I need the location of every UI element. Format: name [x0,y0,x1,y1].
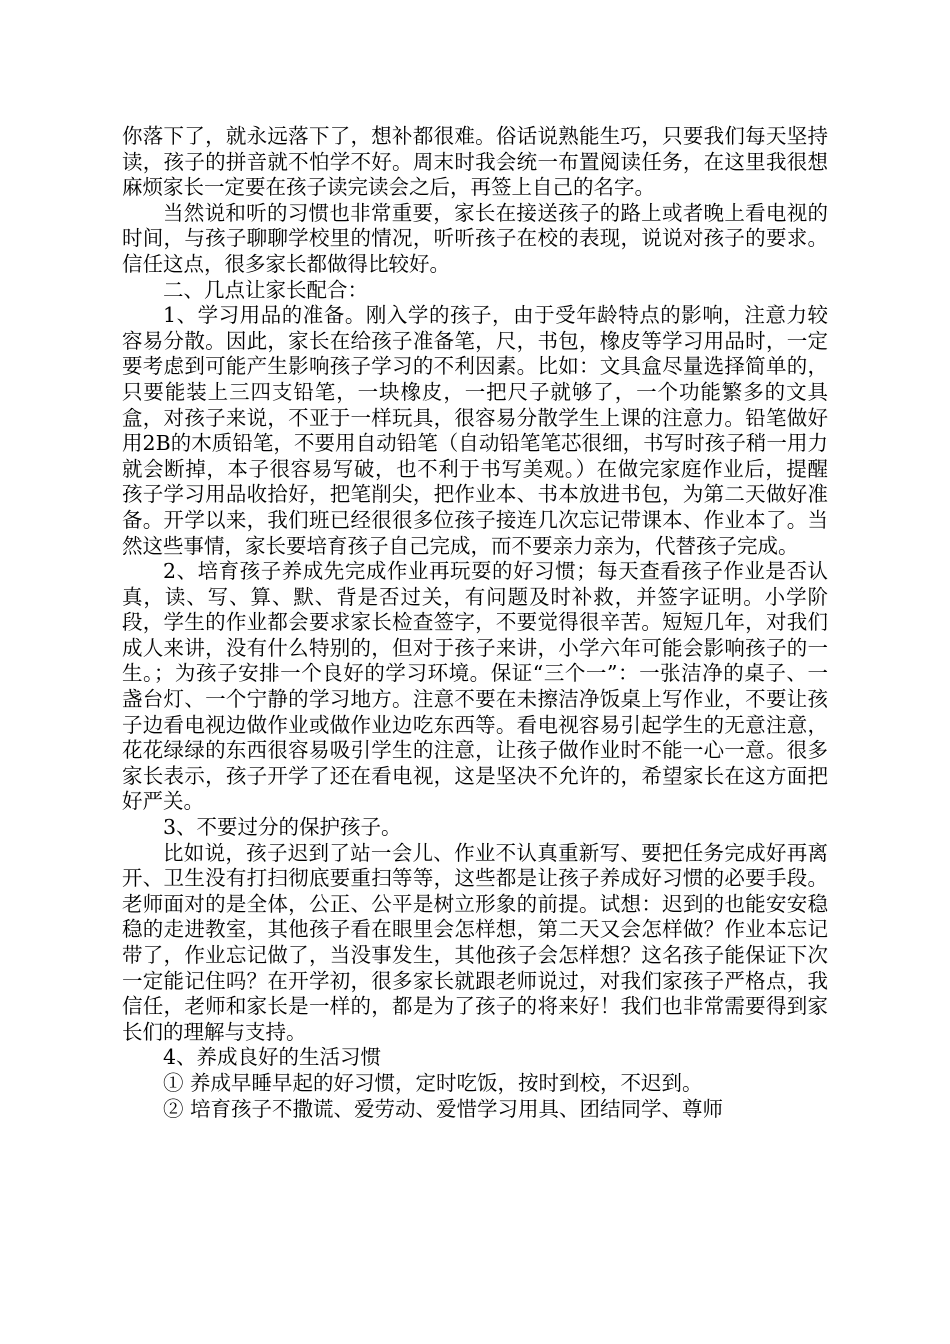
section-heading: 二、几点让家长配合： [163,277,368,302]
list-item: ① 养成早睡早起的好习惯，定时吃饭，按时到校，不迟到。 [163,1070,703,1095]
list-item: ② 培育孩子不撒谎、爱劳动、爱惜学习用具、团结同学、尊师 [163,1096,724,1121]
paragraph: 3、不要过分的保护孩子。 [163,815,402,840]
document-body [122,124,828,1122]
paragraph: 你落下了，就永远落下了，想补都很难。俗话说熟能生巧，只要我们每天坚持读，孩子的拼音就不怕学不好。周末时我会统一布置阅读任务，在这里我很想麻烦家长一定要在孩子读完读会之后，再签上自己的名字。 [122,124,828,200]
paragraph: 当然说和听的习惯也非常重要，家长在接送孩子的路上或者晚上看电视的时间，与孩子聊聊学校里的情况，听听孩子在校的表现，说说对孩子的要求。信任这点，很多家长都做得比较好。 [122,200,828,276]
paragraph: 4、养成良好的生活习惯 [163,1045,382,1070]
paragraph: 1、学习用品的准备。刚入学的孩子，由于受年龄特点的影响，注意力较容易分散。因此，家长在给孩子准备笔，尺，书包，橡皮等学习用品时，一定要考虑到可能产生影响孩子学习的不利因素。比如：文具盒尽量选择简单的，只要能装上三四支铅笔，一块橡皮，一把尺子就够了，一个功能繁多的文具盒，对孩子来说，不亚于一样玩具，很容易分散学生上课的注意力。铅笔做好用2B的木质铅笔，不要用自动铅笔（自动铅笔笔芯很细，书写时孩子稍一用力就会断掉，本子很容易写破，也不利于书写美观。）在做完家庭作业后，提醒孩子学习用品收拾好，把笔削尖，把作业本、书本放进书包，为第二天做好准备。开学以来，我们班已经很很多位孩子接连几次忘记带课本、作业本了。当然这些事情，家长要培育孩子自己完成，而不要亲力亲为，代替孩子完成。 [122,303,828,558]
paragraph: 2、培育孩子养成先完成作业再玩耍的好习惯；每天查看孩子作业是否认真，读、写、算、默、背是否过关，有问题及时补救，并签字证明。小学阶段，学生的作业都会要求家长检查签字，不要觉得很辛苦。短短几年，对我们成人来讲，没有什么特别的，但对于孩子来讲，小学六年可能会影响孩子的一生。；为孩子安排一个良好的学习环境。保证“三个一”：一张洁净的桌子、一盏台灯、一个宁静的学习地方。注意不要在未擦洁净饭桌上写作业，不要让孩子边看电视边做作业或做作业边吃东西等。看电视容易引起学生的无意注意，花花绿绿的东西很容易吸引学生的注意，让孩子做作业时不能一心一意。很多家长表示，孩子开学了还在看电视，这是坚决不允许的，希望家长在这方面把好严关。 [122,559,828,814]
paragraph: 比如说，孩子迟到了站一会儿、作业不认真重新写、要把任务完成好再离开、卫生没有打扫彻底要重扫等等，这些都是让孩子养成好习惯的必要手段。老师面对的是全体，公正、公平是树立形象的前提。试想：迟到的也能安安稳稳的走进教室，其他孩子看在眼里会怎样想，第二天又会怎样做？作业本忘记带了，作业忘记做了，当没事发生，其他孩子会怎样想？这名孩子能保证下次一定能记住吗？在开学初，很多家长就跟老师说过，对我们家孩子严格点，我信任，老师和家长是一样的，都是为了孩子的将来好！我们也非常需要得到家长们的理解与支持。 [122,840,828,1044]
